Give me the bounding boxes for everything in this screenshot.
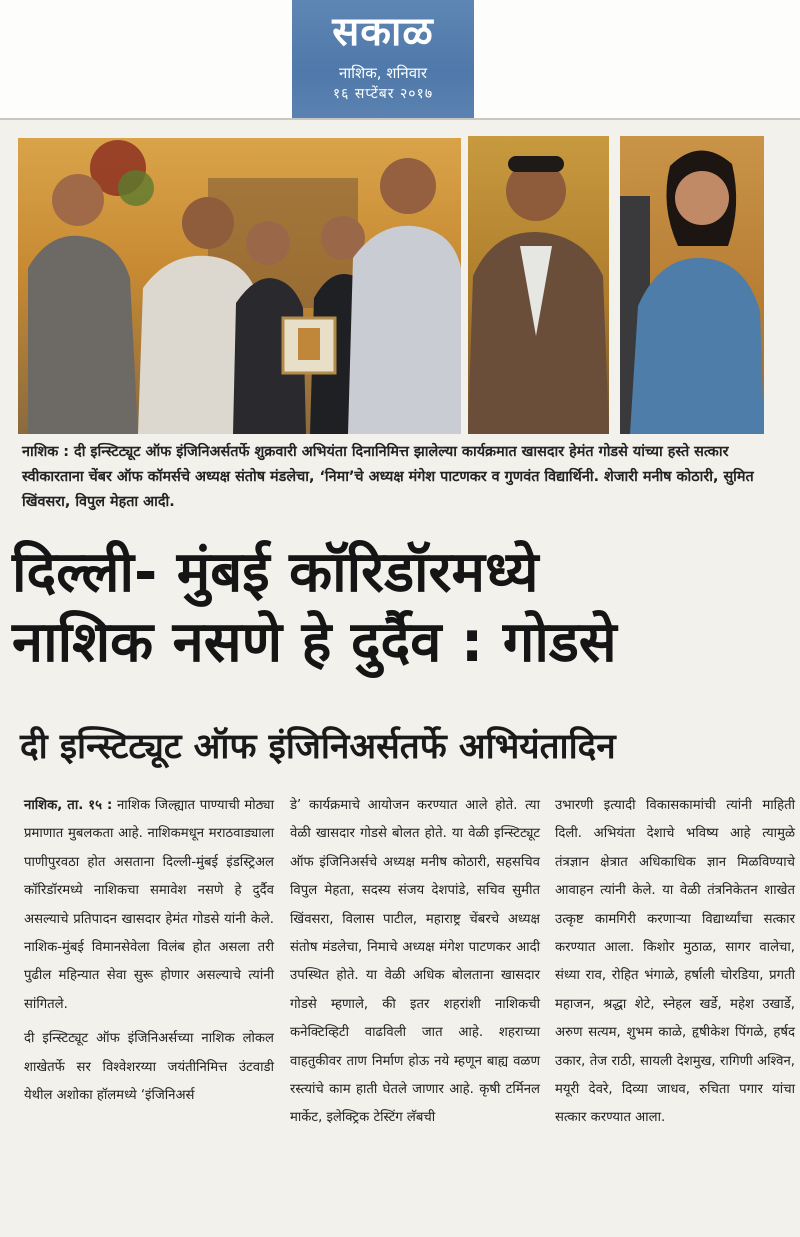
dateline: नाशिक, ता. १५ : — [24, 798, 113, 813]
portrait-photo-man-illustration — [468, 136, 609, 434]
portrait-photo-woman-illustration — [620, 136, 764, 434]
photo-caption: नाशिक : दी इन्स्टिट्यूट ऑफ इंजिनिअर्सतर्फे शुक्रवारी अभियंता दिनानिमित्त झालेल्या कार्यक्रमात खासदार हेमंत गोडसे यांच्या हस्ते सत्कार स्वीकारताना चेंबर ऑफ कॉमर्सचे अध्यक्ष संतोष मंडलेचा, ‘निमा’चे अध्यक्ष मंगेश पाटणकर व गुणवंत विद्यार्थिनी. शेजारी मनीष कोठारी, सुमित खिंवसरा, विपुल मेहता आदी. — [22, 444, 754, 510]
edition-line: नाशिक, शनिवार — [338, 64, 428, 82]
paragraph-text: नाशिक जिल्ह्यात पाण्याची मोठ्या प्रमाणात मुबलकता आहे. नाशिकमधून मराठवाड्याला पाणीपुरवठा होत असताना दिल्ली-मुंबई इंडस्ट्रिअल कॉरिडॉरमध्ये नाशिकचा समावेश नसणे हे दुर्दैव असल्याचे प्रतिपादन खासदार हेमंत गोडसे यांनी केले. नाशिक-मुंबई विमानसेवेला विलंब होत असला तरी पुढील महिन्यात सेवा सुरू होणार असल्याचे त्यांनी सांगितले. — [24, 798, 274, 1012]
publication-date: १६ सप्टेंबर २०१७ — [332, 86, 434, 102]
article-paragraph — [24, 792, 274, 1019]
event-photo-group — [18, 138, 461, 434]
article-paragraph: डे’ कार्यक्रमाचे आयोजन करण्यात आले होते. त्या वेळी खासदार गोडसे बोलत होते. या वेळी इन्स्टिट्यूट ऑफ इंजिनिअर्सचे अध्यक्ष मनीष कोठारी, सहसचिव विपुल मेहता, सदस्य संजय देशपांडे, सचिव सुमीत खिंवसरा, विलास पाटील, महाराष्ट्र चेंबरचे अध्यक्ष संतोष मंडलेचा, निमाचे अध्यक्ष मंगेश पाटणकर आदी उपस्थित होते. या वेळी अधिक बोलताना खासदार गोडसे म्हणाले, की इतर शहरांशी नाशिकची कनेक्टिव्हिटी वाढविली जात आहे. शहराच्या वाहतुकीवर ताण निर्माण होऊ नये म्हणून बाह्य वळण रस्त्यांचे काम हाती घेतले जाणार आहे. कृषी टर्मिनल मार्केट, इलेक्ट्रिक टेस्टिंग लॅबची — [290, 798, 540, 1126]
headline — [12, 538, 792, 678]
article-paragraph: उभारणी इत्यादी विकासकामांची त्यांनी माहिती दिली. अभियंता देशाचे भविष्य आहे त्यामुळे तंत्रज्ञान क्षेत्रात अधिकाधिक ज्ञान मिळविण्याचे आवाहन त्यांनी केले. या वेळी तंत्रनिकेतन शाखेत उत्कृष्ट कामगिरी करणाऱ्या विद्यार्थ्यांचा सत्कार करण्यात आला. किशोर मुठाळ, सागर वालेचा, संध्या राव, रोहित भंगाळे, हर्षाली चोरडिया, प्रगती महाजन, श्रद्धा शेटे, स्नेहल खर्डे, महेश उखार्डे, अरुण सत्यम, शुभम काळे, हृषीकेश पिंगळे, हर्षद उकार, तेज राठी, सायली देशमुख, रागिणी अश्विन, मयूरी देवरे, दिव्या जाधव, रुचिता पगार यांचा सत्कार करण्यात आला. — [555, 798, 795, 1126]
article-column-2 — [290, 792, 540, 1139]
event-photo-group-illustration — [18, 138, 461, 434]
headline-line-1: दिल्ली- मुंबई कॉरिडॉरमध्ये — [12, 540, 539, 605]
headline-line-2: नाशिक नसणे हे दुर्दैव : गोडसे — [12, 610, 617, 675]
article-column-3 — [555, 792, 795, 1139]
portrait-photo-woman — [620, 136, 764, 434]
article-paragraph: दी इन्स्टिट्यूट ऑफ इंजिनिअर्सच्या नाशिक लोकल शाखेतर्फे सर विश्वेशरय्या जयंतीनिमित्त उंटवाडी येथील अशोका हॉलमध्ये ‘इंजिनिअर्स — [24, 1031, 274, 1104]
portrait-photo-man — [468, 136, 609, 434]
masthead — [292, 0, 474, 118]
subheadline: दी इन्स्टिट्यूट ऑफ इंजिनिअर्सतर्फे अभियंतादिन — [20, 727, 616, 767]
article-column-1 — [24, 792, 274, 1116]
newspaper-name: सकाळ — [332, 8, 434, 55]
